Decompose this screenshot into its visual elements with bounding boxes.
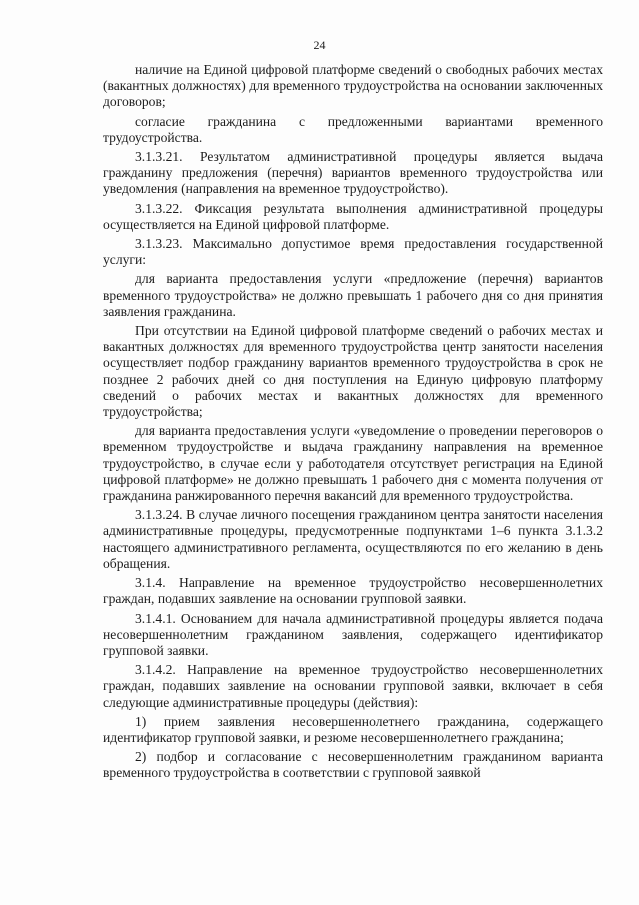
page-number: 24	[313, 38, 326, 52]
paragraph: 3.1.3.23. Максимально допустимое время предоставления государственной услуги:	[103, 236, 603, 268]
paragraph: для варианта предоставления услуги «предложение (перечня) вариантов временного трудоустройства» не должно превышать 1 рабочего дня со дня принятия заявления гражданина.	[103, 271, 603, 319]
paragraph: 1) прием заявления несовершеннолетнего гражданина, содержащего идентификатор групповой заявки, и резюме несовершеннолетнего гражданина;	[103, 713, 603, 745]
paragraph: При отсутствии на Единой цифровой платформе сведений о рабочих местах и вакантных должностях для временного трудоустройства центр занятости населения осуществляет подбор гражданину вариантов временного трудоустройства в срок не позднее 2 рабочих дней со дня поступления на Единую цифровую платформу сведений о рабочих местах и вакантных должностях для временного трудоустройства;	[103, 323, 603, 420]
paragraph: 3.1.3.21. Результатом административной процедуры является выдача гражданину предложения (перечня) вариантов временного трудоустройства или уведомления (направления на временное трудоустройство).	[103, 149, 603, 197]
paragraph: 3.1.3.24. В случае личного посещения гражданином центра занятости населения административные процедуры, предусмотренные подпунктами 1–6 пункта 3.1.3.2 настоящего административного регламента, осуществляются по его желанию в день обращения.	[103, 507, 603, 571]
paragraph: наличие на Единой цифровой платформе сведений о свободных рабочих местах (вакантных должностях) для временного трудоустройства на основании заключенных договоров;	[103, 62, 603, 110]
paragraph: 3.1.4.2. Направление на временное трудоустройство несовершеннолетних граждан, подавших заявление на основании групповой заявки, включает в себя следующие административные процедуры (действия):	[103, 662, 603, 710]
paragraph: 3.1.4. Направление на временное трудоустройство несовершеннолетних граждан, подавших заявление на основании групповой заявки.	[103, 575, 603, 607]
paragraph: 3.1.3.22. Фиксация результата выполнения административной процедуры осуществляется на Единой цифровой платформе.	[103, 200, 603, 232]
document-body	[103, 62, 603, 785]
paragraph: 2) подбор и согласование с несовершеннолетним гражданином варианта временного трудоустройства в соответствии с групповой заявкой	[103, 749, 603, 781]
paragraph: согласие гражданина с предложенными вариантами временного трудоустройства.	[103, 113, 603, 145]
paragraph: 3.1.4.1. Основанием для начала административной процедуры является подача несовершеннолетним гражданином заявления, содержащего идентификатор групповой заявки.	[103, 610, 603, 658]
paragraph: для варианта предоставления услуги «уведомление о проведении переговоров о временном трудоустройстве и выдача гражданину направления на временное трудоустройство, в случае если у работодателя отсутствует регистрация на Единой цифровой платформе» не должно превышать 1 рабочего дня с момента получения от гражданина ранжированного перечня вакансий для временного трудоустройства.	[103, 423, 603, 504]
